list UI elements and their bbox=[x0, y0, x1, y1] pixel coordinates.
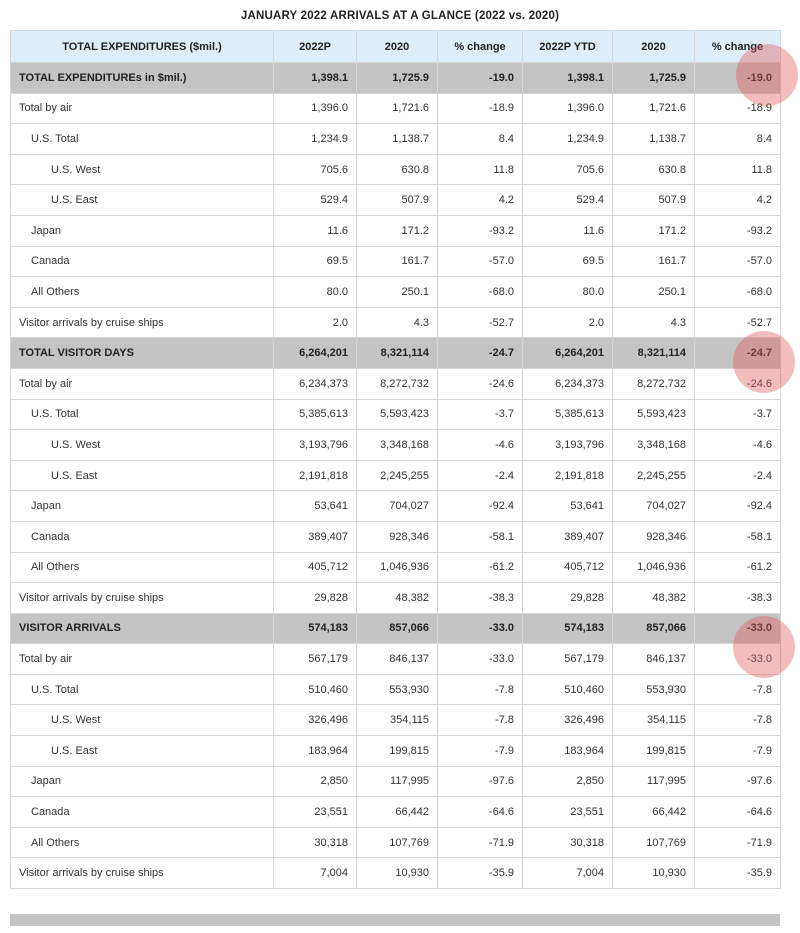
cell-value: 80.0 bbox=[274, 277, 357, 308]
cell-value: 567,179 bbox=[274, 644, 357, 675]
column-header-pct-change-ytd: % change bbox=[695, 31, 781, 63]
cell-value: -93.2 bbox=[438, 215, 523, 246]
cell-value: -35.9 bbox=[695, 858, 781, 889]
cell-value: -93.2 bbox=[695, 215, 781, 246]
row-label: TOTAL VISITOR DAYS bbox=[11, 338, 274, 369]
cell-value: 7,004 bbox=[274, 858, 357, 889]
cell-value: 354,115 bbox=[613, 705, 695, 736]
cell-value: 1,721.6 bbox=[613, 93, 695, 124]
cell-value: 574,183 bbox=[523, 613, 613, 644]
cell-value: 705.6 bbox=[274, 154, 357, 185]
cell-value: 510,460 bbox=[523, 674, 613, 705]
table-row bbox=[11, 246, 781, 277]
table-row bbox=[11, 215, 781, 246]
cell-value: -52.7 bbox=[438, 307, 523, 338]
cell-value: 2.0 bbox=[523, 307, 613, 338]
cell-value: -2.4 bbox=[695, 460, 781, 491]
cell-value: 183,964 bbox=[274, 736, 357, 767]
table-header-row bbox=[11, 31, 781, 63]
cell-value: 117,995 bbox=[357, 766, 438, 797]
cell-value: 199,815 bbox=[613, 736, 695, 767]
cell-value: 23,551 bbox=[274, 797, 357, 828]
cell-value: 630.8 bbox=[357, 154, 438, 185]
cell-value: 107,769 bbox=[613, 827, 695, 858]
cell-value: 529.4 bbox=[523, 185, 613, 216]
table-row bbox=[11, 185, 781, 216]
cell-value: 326,496 bbox=[523, 705, 613, 736]
table-footer-bar bbox=[10, 914, 780, 926]
row-label: U.S. East bbox=[11, 460, 274, 491]
cell-value: 11.6 bbox=[523, 215, 613, 246]
cell-value: -7.8 bbox=[438, 674, 523, 705]
section-row bbox=[11, 63, 781, 94]
cell-value: -19.0 bbox=[438, 63, 523, 94]
cell-value: 846,137 bbox=[613, 644, 695, 675]
row-label: All Others bbox=[11, 827, 274, 858]
row-label: Total by air bbox=[11, 644, 274, 675]
cell-value: -57.0 bbox=[695, 246, 781, 277]
row-label: U.S. West bbox=[11, 705, 274, 736]
cell-value: -24.6 bbox=[695, 368, 781, 399]
row-label: Japan bbox=[11, 766, 274, 797]
cell-value: -68.0 bbox=[438, 277, 523, 308]
row-label: U.S. East bbox=[11, 185, 274, 216]
cell-value: -97.6 bbox=[695, 766, 781, 797]
cell-value: 1,396.0 bbox=[523, 93, 613, 124]
cell-value: 30,318 bbox=[274, 827, 357, 858]
cell-value: 161.7 bbox=[613, 246, 695, 277]
cell-value: 183,964 bbox=[523, 736, 613, 767]
page-title: JANUARY 2022 ARRIVALS AT A GLANCE (2022 vs. 2020) bbox=[240, 10, 560, 22]
cell-value: -18.9 bbox=[438, 93, 523, 124]
row-label: U.S. East bbox=[11, 736, 274, 767]
cell-value: 8,321,114 bbox=[613, 338, 695, 369]
cell-value: 846,137 bbox=[357, 644, 438, 675]
cell-value: -3.7 bbox=[695, 399, 781, 430]
table-row bbox=[11, 93, 781, 124]
table-body bbox=[11, 63, 781, 889]
cell-value: -97.6 bbox=[438, 766, 523, 797]
cell-value: 326,496 bbox=[274, 705, 357, 736]
cell-value: -64.6 bbox=[695, 797, 781, 828]
cell-value: 507.9 bbox=[613, 185, 695, 216]
cell-value: 1,138.7 bbox=[613, 124, 695, 155]
cell-value: -4.6 bbox=[438, 430, 523, 461]
cell-value: 8,321,114 bbox=[357, 338, 438, 369]
cell-value: -61.2 bbox=[438, 552, 523, 583]
cell-value: 928,346 bbox=[357, 521, 438, 552]
cell-value: 567,179 bbox=[523, 644, 613, 675]
cell-value: -19.0 bbox=[695, 63, 781, 94]
row-label: U.S. Total bbox=[11, 124, 274, 155]
cell-value: 2,850 bbox=[274, 766, 357, 797]
cell-value: 928,346 bbox=[613, 521, 695, 552]
cell-value: 199,815 bbox=[357, 736, 438, 767]
table-row bbox=[11, 736, 781, 767]
cell-value: -24.7 bbox=[438, 338, 523, 369]
cell-value: 510,460 bbox=[274, 674, 357, 705]
cell-value: 10,930 bbox=[613, 858, 695, 889]
cell-value: 1,725.9 bbox=[357, 63, 438, 94]
cell-value: 2,245,255 bbox=[357, 460, 438, 491]
cell-value: 117,995 bbox=[613, 766, 695, 797]
cell-value: 1,398.1 bbox=[274, 63, 357, 94]
cell-value: 69.5 bbox=[274, 246, 357, 277]
cell-value: 3,348,168 bbox=[357, 430, 438, 461]
cell-value: 6,234,373 bbox=[274, 368, 357, 399]
row-label: Visitor arrivals by cruise ships bbox=[11, 307, 274, 338]
row-label: Canada bbox=[11, 521, 274, 552]
cell-value: 10,930 bbox=[357, 858, 438, 889]
cell-value: -38.3 bbox=[438, 583, 523, 614]
cell-value: 507.9 bbox=[357, 185, 438, 216]
cell-value: 4.3 bbox=[357, 307, 438, 338]
row-label: U.S. Total bbox=[11, 399, 274, 430]
row-label: U.S. West bbox=[11, 154, 274, 185]
cell-value: -33.0 bbox=[438, 644, 523, 675]
cell-value: 1,396.0 bbox=[274, 93, 357, 124]
table-row bbox=[11, 277, 781, 308]
table-row bbox=[11, 460, 781, 491]
column-header-pct-change: % change bbox=[438, 31, 523, 63]
cell-value: 5,593,423 bbox=[357, 399, 438, 430]
row-label: Japan bbox=[11, 491, 274, 522]
cell-value: 8,272,732 bbox=[357, 368, 438, 399]
cell-value: 2.0 bbox=[274, 307, 357, 338]
table-row bbox=[11, 307, 781, 338]
cell-value: 1,046,936 bbox=[613, 552, 695, 583]
cell-value: -7.9 bbox=[695, 736, 781, 767]
cell-value: -24.6 bbox=[438, 368, 523, 399]
cell-value: 250.1 bbox=[613, 277, 695, 308]
table-row bbox=[11, 674, 781, 705]
cell-value: 704,027 bbox=[613, 491, 695, 522]
column-header-2020: 2020 bbox=[357, 31, 438, 63]
cell-value: 53,641 bbox=[274, 491, 357, 522]
cell-value: 29,828 bbox=[523, 583, 613, 614]
cell-value: 2,191,818 bbox=[523, 460, 613, 491]
cell-value: 1,046,936 bbox=[357, 552, 438, 583]
column-header-category: TOTAL EXPENDITURES ($mil.) bbox=[11, 31, 274, 63]
cell-value: -33.0 bbox=[695, 613, 781, 644]
table-row bbox=[11, 399, 781, 430]
row-label: Visitor arrivals by cruise ships bbox=[11, 858, 274, 889]
cell-value: -61.2 bbox=[695, 552, 781, 583]
cell-value: 6,264,201 bbox=[523, 338, 613, 369]
table-row bbox=[11, 858, 781, 889]
row-label: VISITOR ARRIVALS bbox=[11, 613, 274, 644]
cell-value: 857,066 bbox=[357, 613, 438, 644]
cell-value: 171.2 bbox=[613, 215, 695, 246]
cell-value: 7,004 bbox=[523, 858, 613, 889]
cell-value: -4.6 bbox=[695, 430, 781, 461]
table-row bbox=[11, 705, 781, 736]
cell-value: 171.2 bbox=[357, 215, 438, 246]
cell-value: 1,398.1 bbox=[523, 63, 613, 94]
cell-value: 857,066 bbox=[613, 613, 695, 644]
cell-value: 3,193,796 bbox=[523, 430, 613, 461]
cell-value: 354,115 bbox=[357, 705, 438, 736]
section-row bbox=[11, 338, 781, 369]
cell-value: -64.6 bbox=[438, 797, 523, 828]
table-row bbox=[11, 491, 781, 522]
cell-value: 1,234.9 bbox=[523, 124, 613, 155]
cell-value: -52.7 bbox=[695, 307, 781, 338]
arrivals-table bbox=[10, 30, 781, 889]
row-label: Visitor arrivals by cruise ships bbox=[11, 583, 274, 614]
cell-value: 66,442 bbox=[613, 797, 695, 828]
table-row bbox=[11, 430, 781, 461]
row-label: U.S. West bbox=[11, 430, 274, 461]
cell-value: 2,850 bbox=[523, 766, 613, 797]
cell-value: 5,593,423 bbox=[613, 399, 695, 430]
cell-value: 107,769 bbox=[357, 827, 438, 858]
cell-value: -71.9 bbox=[695, 827, 781, 858]
cell-value: 8.4 bbox=[438, 124, 523, 155]
cell-value: 1,721.6 bbox=[357, 93, 438, 124]
cell-value: -7.8 bbox=[695, 705, 781, 736]
cell-value: 11.6 bbox=[274, 215, 357, 246]
cell-value: 5,385,613 bbox=[274, 399, 357, 430]
cell-value: -7.9 bbox=[438, 736, 523, 767]
table-row bbox=[11, 766, 781, 797]
cell-value: 553,930 bbox=[613, 674, 695, 705]
cell-value: 23,551 bbox=[523, 797, 613, 828]
cell-value: 2,245,255 bbox=[613, 460, 695, 491]
section-row bbox=[11, 613, 781, 644]
row-label: Canada bbox=[11, 797, 274, 828]
cell-value: 529.4 bbox=[274, 185, 357, 216]
cell-value: 630.8 bbox=[613, 154, 695, 185]
cell-value: 553,930 bbox=[357, 674, 438, 705]
cell-value: -92.4 bbox=[695, 491, 781, 522]
cell-value: -57.0 bbox=[438, 246, 523, 277]
cell-value: 405,712 bbox=[523, 552, 613, 583]
cell-value: 2,191,818 bbox=[274, 460, 357, 491]
cell-value: 3,348,168 bbox=[613, 430, 695, 461]
cell-value: 389,407 bbox=[274, 521, 357, 552]
table-row bbox=[11, 797, 781, 828]
cell-value: -33.0 bbox=[438, 613, 523, 644]
cell-value: -24.7 bbox=[695, 338, 781, 369]
cell-value: 3,193,796 bbox=[274, 430, 357, 461]
row-label: Total by air bbox=[11, 93, 274, 124]
cell-value: 1,725.9 bbox=[613, 63, 695, 94]
table-row bbox=[11, 521, 781, 552]
table-row bbox=[11, 644, 781, 675]
table-row bbox=[11, 583, 781, 614]
table-row bbox=[11, 827, 781, 858]
cell-value: 48,382 bbox=[357, 583, 438, 614]
cell-value: 4.3 bbox=[613, 307, 695, 338]
cell-value: -58.1 bbox=[695, 521, 781, 552]
cell-value: -3.7 bbox=[438, 399, 523, 430]
cell-value: 6,264,201 bbox=[274, 338, 357, 369]
cell-value: -35.9 bbox=[438, 858, 523, 889]
row-label: Canada bbox=[11, 246, 274, 277]
cell-value: 574,183 bbox=[274, 613, 357, 644]
cell-value: 4.2 bbox=[438, 185, 523, 216]
table-row bbox=[11, 154, 781, 185]
cell-value: 8.4 bbox=[695, 124, 781, 155]
cell-value: 11.8 bbox=[695, 154, 781, 185]
cell-value: 405,712 bbox=[274, 552, 357, 583]
cell-value: -71.9 bbox=[438, 827, 523, 858]
cell-value: 29,828 bbox=[274, 583, 357, 614]
cell-value: 8,272,732 bbox=[613, 368, 695, 399]
cell-value: -7.8 bbox=[695, 674, 781, 705]
column-header-2020-ytd: 2020 bbox=[613, 31, 695, 63]
cell-value: 80.0 bbox=[523, 277, 613, 308]
cell-value: 250.1 bbox=[357, 277, 438, 308]
cell-value: -68.0 bbox=[695, 277, 781, 308]
cell-value: -38.3 bbox=[695, 583, 781, 614]
table-row bbox=[11, 552, 781, 583]
row-label: All Others bbox=[11, 552, 274, 583]
row-label: All Others bbox=[11, 277, 274, 308]
row-label: TOTAL EXPENDITUREs in $mil.) bbox=[11, 63, 274, 94]
cell-value: -58.1 bbox=[438, 521, 523, 552]
cell-value: 1,138.7 bbox=[357, 124, 438, 155]
cell-value: -33.0 bbox=[695, 644, 781, 675]
cell-value: 1,234.9 bbox=[274, 124, 357, 155]
cell-value: 30,318 bbox=[523, 827, 613, 858]
cell-value: 11.8 bbox=[438, 154, 523, 185]
cell-value: -92.4 bbox=[438, 491, 523, 522]
column-header-2022p-ytd: 2022P YTD bbox=[523, 31, 613, 63]
cell-value: -18.9 bbox=[695, 93, 781, 124]
table-row bbox=[11, 124, 781, 155]
column-header-2022p: 2022P bbox=[274, 31, 357, 63]
cell-value: 6,234,373 bbox=[523, 368, 613, 399]
cell-value: 704,027 bbox=[357, 491, 438, 522]
cell-value: -2.4 bbox=[438, 460, 523, 491]
row-label: Japan bbox=[11, 215, 274, 246]
cell-value: 5,385,613 bbox=[523, 399, 613, 430]
cell-value: 705.6 bbox=[523, 154, 613, 185]
row-label: Total by air bbox=[11, 368, 274, 399]
row-label: U.S. Total bbox=[11, 674, 274, 705]
cell-value: 66,442 bbox=[357, 797, 438, 828]
cell-value: 161.7 bbox=[357, 246, 438, 277]
cell-value: 69.5 bbox=[523, 246, 613, 277]
cell-value: 53,641 bbox=[523, 491, 613, 522]
cell-value: -7.8 bbox=[438, 705, 523, 736]
cell-value: 4.2 bbox=[695, 185, 781, 216]
cell-value: 48,382 bbox=[613, 583, 695, 614]
cell-value: 389,407 bbox=[523, 521, 613, 552]
table-row bbox=[11, 368, 781, 399]
